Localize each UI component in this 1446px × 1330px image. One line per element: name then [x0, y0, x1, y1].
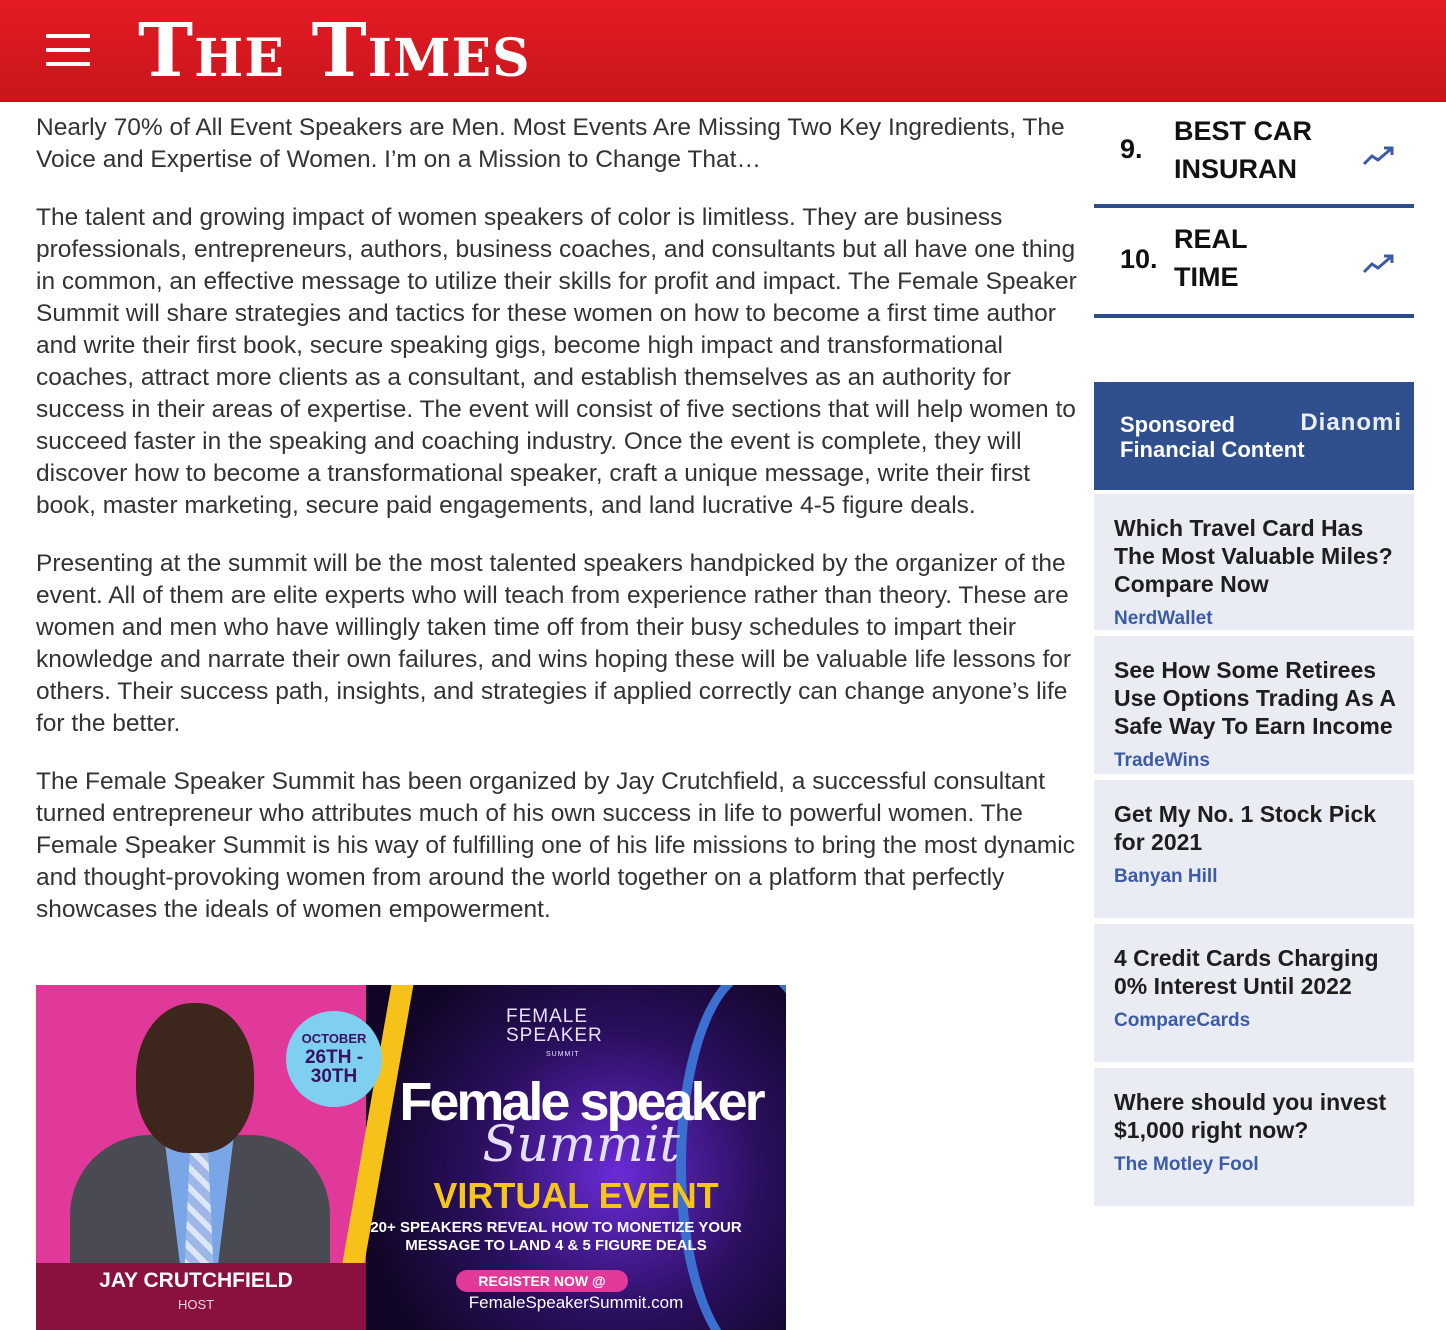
trending-up-icon: [1362, 252, 1396, 276]
site-logo[interactable]: The Times: [138, 8, 531, 94]
trending-title: [1174, 112, 1334, 188]
article-body: [36, 112, 1086, 952]
banner-title: Female speaker: [399, 1072, 763, 1132]
sponsored-content-header: [1094, 382, 1414, 490]
host-name: JAY CRUTCHFIELD: [99, 1269, 293, 1292]
ad-headline[interactable]: 4 Credit Cards Charging 0% Interest Until 2022: [1114, 945, 1379, 999]
sponsored-ad[interactable]: [1094, 636, 1414, 774]
event-date-badge: [286, 1011, 382, 1107]
brand-line-2: SPEAKER: [506, 1025, 603, 1046]
host-role: HOST: [177, 1297, 215, 1312]
ad-source[interactable]: CompareCards: [1114, 1010, 1251, 1031]
host-photo-head: [136, 1003, 254, 1153]
ad-headline[interactable]: Which Travel Card Has The Most Valuable Miles? Compare Now: [1114, 515, 1393, 597]
ad-headline[interactable]: Where should you invest $1,000 right now?: [1114, 1089, 1387, 1143]
trending-number: 10.: [1120, 244, 1158, 274]
sponsored-heading: Sponsored Financial Content: [1120, 412, 1305, 462]
ad-source[interactable]: The Motley Fool: [1114, 1154, 1259, 1175]
banner-virtual-event: VIRTUAL EVENT: [433, 1175, 719, 1216]
trending-title-line-2: TIME: [1174, 262, 1239, 292]
ad-source[interactable]: Banyan Hill: [1114, 866, 1218, 887]
article-paragraph: Nearly 70% of All Event Speakers are Men. Most Events Are Missing Two Key Ingredients, The Voice and Expertise of Women. I’m on a Mission to Change That…: [36, 114, 1065, 173]
tagline-line-2: MESSAGE TO LAND 4 & 5 FIGURE DEALS: [405, 1237, 707, 1254]
sponsored-ad[interactable]: [1094, 780, 1414, 918]
trending-up-icon: [1362, 144, 1396, 168]
summit-brand-mark: [506, 1007, 603, 1064]
ad-headline[interactable]: See How Some Retirees Use Options Trading As A Safe Way To Earn Income: [1114, 657, 1396, 739]
event-banner-image[interactable]: [36, 985, 786, 1330]
ad-headline[interactable]: Get My No. 1 Stock Pick for 2021: [1114, 801, 1377, 855]
trending-title-line-1: REAL: [1174, 224, 1248, 254]
date-range-start: 26TH -: [304, 1047, 364, 1068]
sponsored-ad[interactable]: [1094, 1068, 1414, 1206]
brand-line-1: FEMALE: [506, 1006, 589, 1027]
ad-source[interactable]: TradeWins: [1114, 750, 1210, 771]
ad-source[interactable]: NerdWallet: [1114, 608, 1213, 629]
hamburger-menu-icon[interactable]: [46, 34, 90, 66]
date-range-end: 30TH: [310, 1066, 358, 1087]
trending-title-line-1: BEST CAR: [1174, 116, 1313, 146]
tagline-line-1: 20+ SPEAKERS REVEAL HOW TO MONETIZE YOUR: [370, 1219, 742, 1236]
sponsored-ad[interactable]: [1094, 924, 1414, 1062]
register-now-label: REGISTER NOW @: [456, 1270, 628, 1292]
trending-title: [1174, 220, 1334, 296]
masthead: [0, 0, 1446, 102]
article-paragraph: The talent and growing impact of women speakers of color is limitless. They are business professionals, entrepreneurs, authors, business coaches, and consultants but all have one thing in common, an effective message to utilize their skills for profit and impact. The Female Speaker Summit will share strategies and tactics for these women on how to become a first time author and write their first book, secure speaking gigs, become high impact and transformational coaches, attract more clients as a consultant, and establish themselves as an authority for success in their areas of expertise. The event will consist of five sections that will help women to succeed faster in the speaking and coaching industry. Once the event is complete, they will discover how to become a transformational speaker, craft a unique message, write their first book, master marketing, secure paid engagements, and land lucrative 4-5 figure deals.: [36, 204, 1077, 519]
brand-line-3: SUMMIT: [546, 1051, 580, 1058]
dianomi-logo[interactable]: Dianomi: [1300, 409, 1402, 436]
trending-title-line-2: INSURAN: [1174, 154, 1298, 184]
date-month: OCTOBER: [301, 1031, 367, 1046]
banner-title-script: Summit: [482, 1115, 680, 1173]
banner-url: FemaleSpeakerSummit.com: [468, 1293, 684, 1312]
trending-item[interactable]: [1094, 212, 1414, 318]
trending-item[interactable]: [1094, 102, 1414, 208]
sponsored-ad[interactable]: [1094, 494, 1414, 630]
trending-number: 9.: [1120, 134, 1143, 164]
article-paragraph: Presenting at the summit will be the most talented speakers handpicked by the organizer of the event. All of them are elite experts who will teach from experience rather than theory. These are women and men who have willingly taken time off from their busy schedules to impart their knowledge and narrate their own failures, and wins hoping these will be valuable life lessons for others. Their success path, insights, and strategies if applied correctly can change anyone’s life for the better.: [36, 550, 1072, 737]
banner-tagline: [346, 1219, 766, 1255]
article-paragraph: The Female Speaker Summit has been organized by Jay Crutchfield, a successful consultant turned entrepreneur who attributes much of his own success in life to powerful women. The Female Speaker Summit is his way of fulfilling one of his life missions to bring the most dynamic and thought-provoking women from around the world together on a platform that perfectly showcases the ideals of women empowerment.: [36, 768, 1075, 923]
